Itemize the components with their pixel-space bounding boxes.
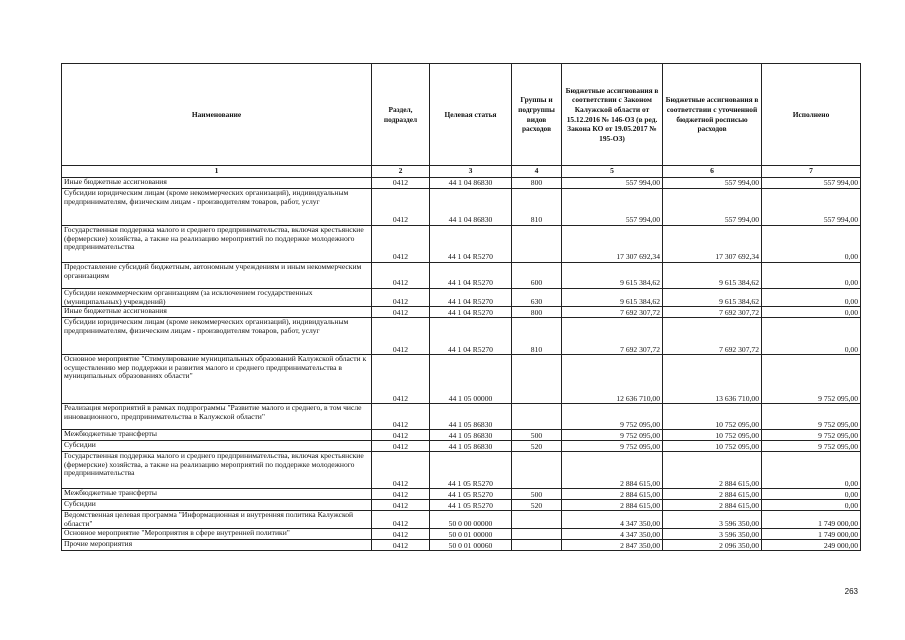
row-name: Субсидии — [62, 500, 372, 511]
row-name: Субсидии юридическим лицам (кроме некоммерческих организаций), индивидуальным предпринимателям, физическим лицам - производителям товаров, работ, услуг — [62, 189, 372, 226]
column-number: 5 — [562, 166, 663, 178]
table-body — [62, 178, 861, 551]
row-budget-revised: 10 752 095,00 — [663, 404, 762, 430]
column-number: 6 — [663, 166, 762, 178]
row-section: 0412 — [372, 540, 430, 551]
header-section: Раздел, подраздел — [372, 64, 430, 166]
row-budget-revised: 3 596 350,00 — [663, 511, 762, 529]
row-group — [512, 355, 562, 404]
table-row — [62, 404, 861, 430]
row-budget-law: 2 884 615,00 — [562, 500, 663, 511]
row-section: 0412 — [372, 452, 430, 489]
row-budget-revised: 557 994,00 — [663, 189, 762, 226]
table-row — [62, 307, 861, 318]
row-article: 44 1 04 R5270 — [430, 307, 512, 318]
table-row — [62, 178, 861, 189]
row-group: 520 — [512, 441, 562, 452]
row-group — [512, 404, 562, 430]
table-row — [62, 441, 861, 452]
row-group — [512, 226, 562, 263]
header-name: Наименование — [62, 64, 372, 166]
row-budget-revised: 10 752 095,00 — [663, 430, 762, 441]
row-section: 0412 — [372, 430, 430, 441]
row-name: Основное мероприятие "Стимулирование муниципальных образований Калужской области к осуществлению мер поддержки и развития малого и среднего предпринимательства в муниципальных образованиях области" — [62, 355, 372, 404]
row-budget-revised: 9 615 384,62 — [663, 289, 762, 307]
table-row — [62, 318, 861, 355]
table-row — [62, 452, 861, 489]
row-executed: 557 994,00 — [762, 189, 861, 226]
header-budget-revised: Бюджетные ассигнования в соответствии с уточненной бюджетной росписью расходов — [663, 64, 762, 166]
row-section: 0412 — [372, 441, 430, 452]
row-budget-revised: 13 636 710,00 — [663, 355, 762, 404]
row-section: 0412 — [372, 289, 430, 307]
row-budget-law: 557 994,00 — [562, 189, 663, 226]
row-budget-revised: 10 752 095,00 — [663, 441, 762, 452]
row-budget-law: 2 884 615,00 — [562, 489, 663, 500]
row-article: 44 1 04 R5270 — [430, 226, 512, 263]
row-article: 44 1 05 86830 — [430, 404, 512, 430]
row-article: 44 1 05 00000 — [430, 355, 512, 404]
row-group: 500 — [512, 430, 562, 441]
row-section: 0412 — [372, 226, 430, 263]
row-group: 810 — [512, 189, 562, 226]
table-row — [62, 540, 861, 551]
table-row — [62, 489, 861, 500]
row-executed: 1 749 000,00 — [762, 511, 861, 529]
row-executed: 249 000,00 — [762, 540, 861, 551]
row-budget-revised: 2 884 615,00 — [663, 452, 762, 489]
row-article: 44 1 05 86830 — [430, 441, 512, 452]
row-executed: 9 752 095,00 — [762, 404, 861, 430]
row-article: 44 1 05 86830 — [430, 430, 512, 441]
row-executed: 557 994,00 — [762, 178, 861, 189]
row-name: Основное мероприятие "Мероприятия в сфере внутренней политики" — [62, 529, 372, 540]
header-article: Целевая статья — [430, 64, 512, 166]
row-budget-revised: 2 884 615,00 — [663, 489, 762, 500]
row-executed: 0,00 — [762, 489, 861, 500]
row-group: 800 — [512, 307, 562, 318]
row-executed: 1 749 000,00 — [762, 529, 861, 540]
row-section: 0412 — [372, 355, 430, 404]
row-executed: 0,00 — [762, 289, 861, 307]
row-group: 520 — [512, 500, 562, 511]
row-article: 50 0 01 00060 — [430, 540, 512, 551]
row-group: 800 — [512, 178, 562, 189]
table-row — [62, 430, 861, 441]
header-group: Группы и подгруппы видов расходов — [512, 64, 562, 166]
row-budget-revised: 7 692 307,72 — [663, 318, 762, 355]
row-budget-revised: 9 615 384,62 — [663, 263, 762, 289]
row-article: 44 1 04 R5270 — [430, 263, 512, 289]
row-executed: 9 752 095,00 — [762, 430, 861, 441]
row-section: 0412 — [372, 489, 430, 500]
row-executed: 9 752 095,00 — [762, 441, 861, 452]
row-name: Прочие мероприятия — [62, 540, 372, 551]
row-executed: 0,00 — [762, 307, 861, 318]
row-group: 600 — [512, 263, 562, 289]
header-budget-law: Бюджетные ассигнования в соответствии с Законом Калужской области от 15.12.2016 № 146-ОЗ (в ред. Закона КО от 19.05.2017 № 195-ОЗ) — [562, 64, 663, 166]
budget-table-sheet — [61, 63, 860, 551]
row-executed: 9 752 095,00 — [762, 355, 861, 404]
row-budget-law: 557 994,00 — [562, 178, 663, 189]
row-article: 44 1 05 R5270 — [430, 489, 512, 500]
row-article: 50 0 01 00000 — [430, 529, 512, 540]
row-section: 0412 — [372, 318, 430, 355]
row-group — [512, 540, 562, 551]
row-section: 0412 — [372, 529, 430, 540]
row-budget-law: 9 752 095,00 — [562, 441, 663, 452]
row-section: 0412 — [372, 263, 430, 289]
row-executed: 0,00 — [762, 318, 861, 355]
table-row — [62, 263, 861, 289]
row-group — [512, 452, 562, 489]
row-section: 0412 — [372, 511, 430, 529]
row-budget-law: 4 347 350,00 — [562, 529, 663, 540]
row-budget-revised: 2 096 350,00 — [663, 540, 762, 551]
row-section: 0412 — [372, 178, 430, 189]
row-name: Субсидии некоммерческим организациям (за исключением государственных (муниципальных) учреждений) — [62, 289, 372, 307]
row-budget-revised: 557 994,00 — [663, 178, 762, 189]
row-article: 44 1 05 R5270 — [430, 452, 512, 489]
row-budget-revised: 17 307 692,34 — [663, 226, 762, 263]
column-number: 1 — [62, 166, 372, 178]
column-number: 3 — [430, 166, 512, 178]
column-number: 4 — [512, 166, 562, 178]
row-name: Государственная поддержка малого и среднего предпринимательства, включая крестьянские (фермерские) хозяйства, а также на реализацию мероприятий по поддержке молодежного предпринимательства — [62, 452, 372, 489]
row-section: 0412 — [372, 307, 430, 318]
row-name: Предоставление субсидий бюджетным, автономным учреждениям и иным некоммерческим организациям — [62, 263, 372, 289]
table-row — [62, 500, 861, 511]
row-group: 810 — [512, 318, 562, 355]
row-group — [512, 511, 562, 529]
page-number: 263 — [844, 587, 858, 596]
row-budget-revised: 7 692 307,72 — [663, 307, 762, 318]
row-group: 630 — [512, 289, 562, 307]
row-budget-law: 7 692 307,72 — [562, 318, 663, 355]
row-budget-law: 4 347 350,00 — [562, 511, 663, 529]
row-budget-revised: 3 596 350,00 — [663, 529, 762, 540]
row-executed: 0,00 — [762, 500, 861, 511]
row-executed: 0,00 — [762, 452, 861, 489]
row-article: 44 1 04 86830 — [430, 178, 512, 189]
row-executed: 0,00 — [762, 263, 861, 289]
header-executed: Исполнено — [762, 64, 861, 166]
row-budget-law: 2 847 350,00 — [562, 540, 663, 551]
row-budget-law: 9 615 384,62 — [562, 263, 663, 289]
column-number-row — [62, 166, 861, 178]
row-budget-law: 17 307 692,34 — [562, 226, 663, 263]
row-name: Ведомственная целевая программа "Информационная и внутренняя политика Калужской области" — [62, 511, 372, 529]
row-name: Субсидии юридическим лицам (кроме некоммерческих организаций), индивидуальным предпринимателям, физическим лицам - производителям товаров, работ, услуг — [62, 318, 372, 355]
table-row — [62, 355, 861, 404]
header-row — [62, 64, 861, 166]
row-budget-revised: 2 884 615,00 — [663, 500, 762, 511]
table-row — [62, 289, 861, 307]
row-budget-law: 7 692 307,72 — [562, 307, 663, 318]
row-article: 44 1 04 R5270 — [430, 318, 512, 355]
table-row — [62, 511, 861, 529]
row-section: 0412 — [372, 500, 430, 511]
table-row — [62, 189, 861, 226]
row-name: Межбюджетные трансферты — [62, 430, 372, 441]
row-executed: 0,00 — [762, 226, 861, 263]
row-group — [512, 529, 562, 540]
row-name: Межбюджетные трансферты — [62, 489, 372, 500]
row-name: Государственная поддержка малого и среднего предпринимательства, включая крестьянские (фермерские) хозяйства, а также на реализацию мероприятий по поддержке молодежного предпринимательства — [62, 226, 372, 263]
row-article: 50 0 00 00000 — [430, 511, 512, 529]
column-number: 2 — [372, 166, 430, 178]
row-section: 0412 — [372, 404, 430, 430]
row-article: 44 1 04 86830 — [430, 189, 512, 226]
row-article: 44 1 05 R5270 — [430, 500, 512, 511]
table-row — [62, 226, 861, 263]
row-budget-law: 12 636 710,00 — [562, 355, 663, 404]
row-budget-law: 9 615 384,62 — [562, 289, 663, 307]
row-group: 500 — [512, 489, 562, 500]
row-name: Иные бюджетные ассигнования — [62, 178, 372, 189]
row-name: Реализация мероприятий в рамках подпрограммы "Развитие малого и среднего, в том числе инновационного, предпринимательства в Калужской области" — [62, 404, 372, 430]
column-number: 7 — [762, 166, 861, 178]
row-budget-law: 9 752 095,00 — [562, 430, 663, 441]
row-name: Иные бюджетные ассигнования — [62, 307, 372, 318]
row-article: 44 1 04 R5270 — [430, 289, 512, 307]
row-budget-law: 2 884 615,00 — [562, 452, 663, 489]
table-row — [62, 529, 861, 540]
budget-table — [61, 63, 861, 551]
row-name: Субсидии — [62, 441, 372, 452]
row-section: 0412 — [372, 189, 430, 226]
row-budget-law: 9 752 095,00 — [562, 404, 663, 430]
